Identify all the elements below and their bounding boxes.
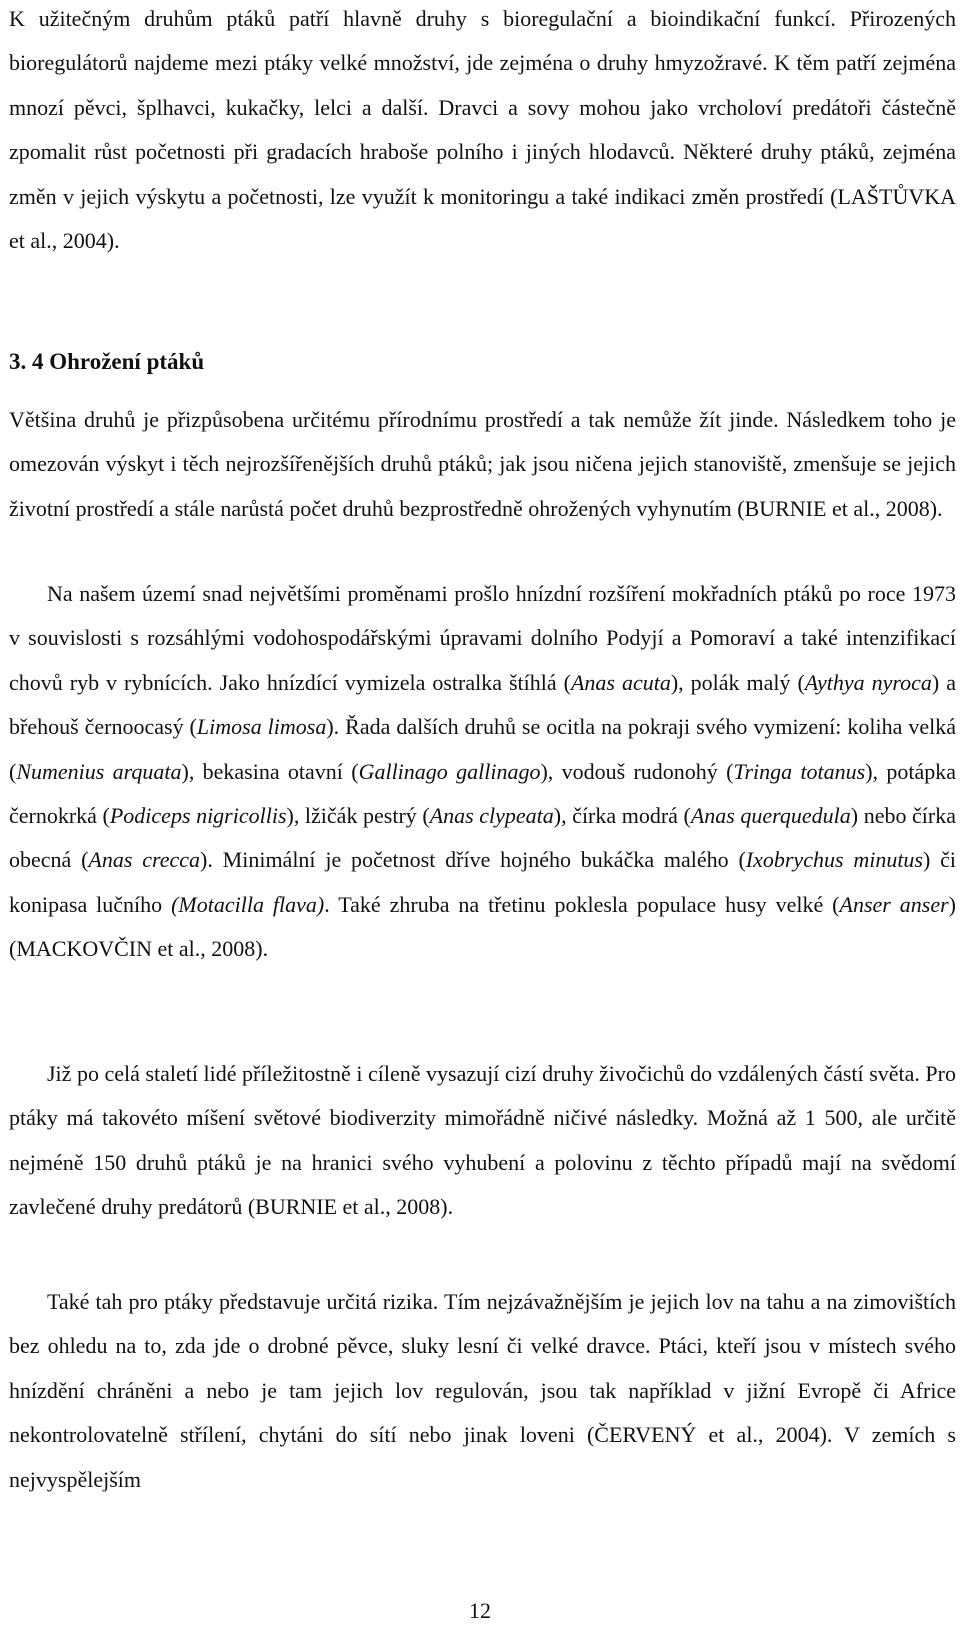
paragraph-bird-usefulness <box>9 0 956 263</box>
text-run: ), polák malý ( <box>670 669 805 695</box>
paragraph-habitat-threat <box>9 398 956 531</box>
italic-species-name: Limosa limosa <box>196 714 327 740</box>
text-run: ) a břehouš černoocasý ( <box>9 669 956 740</box>
text-run: ). Minimální je početnost dříve hojného bukáčka malého ( <box>200 847 746 873</box>
paragraph-wetland-birds <box>9 572 956 972</box>
italic-species-name: Anser anser <box>839 891 949 917</box>
text-run: ) (MACKOVČIN et al., 2008). <box>9 891 956 962</box>
italic-species-name: Anas clypeata <box>429 803 554 829</box>
italic-species-name: Anas crecca <box>88 847 201 873</box>
text-run: ), potápka černokrká ( <box>9 758 957 829</box>
italic-species-name: Anas acuta <box>570 669 671 695</box>
text-run: Již po celá staletí lidé příležitostně i cíleně vysazují cizí druhy živočichů do vzdálených částí světa. Pro ptáky má takovéto míšení světové biodiverzity mimořádně ničivé následky. Možná až 1 500, ale určitě nejméně 150 druhů ptáků je na hranici svého vyhubení a polovinu z těchto případů mají na svědomí zavlečené druhy predátorů (BURNIE et al., 2008). <box>9 1061 956 1220</box>
paragraph-migration-hunting <box>9 1280 956 1502</box>
section-heading: 3. 4 Ohrožení ptáků <box>9 349 205 374</box>
italic-species-name: Tringa totanus <box>733 758 866 784</box>
text-run: ). Řada dalších druhů se ocitla na pokraji svého vymizení: koliha velká ( <box>9 714 956 784</box>
italic-species-name: Gallinago gallinago <box>358 758 541 784</box>
text-run: ) nebo čírka obecná ( <box>9 803 957 873</box>
page-number: 12 <box>469 1598 491 1623</box>
text-run: K užitečným druhům ptáků patří hlavně druhy s bioregulační a bioindikační funkcí. Přirozených bioregulátorů najdeme mezi ptáky velké množství, jde zejména o druhy hmyzožravé. K těm patří zejména mnozí pěvci, šplhavci, kukačky, lelci a další. Dravci a sovy mohou jako vrcholoví predátoři částečně zpomalit růst početnosti při gradacích hraboše polního i jiných hlodavců. Některé druhy ptáků, zejména změn v jejich výskytu a početnosti, lze využít k monitoringu a také indikaci změn prostředí (LAŠTŮVKA et al., 2004). <box>9 6 956 254</box>
italic-species-name: Podiceps nigricollis <box>109 803 287 829</box>
text-run: Na našem území snad největšími proměnami prošlo hnízdní rozšíření mokřadních ptáků po roce 1973 v souvislosti s rozsáhlými vodohospodářskými úpravami dolního Podyjí a Pomoraví a také intenzifikací chovů ryb v rybnících. Jako hnízdící vymizela ostralka štíhlá ( <box>9 581 956 695</box>
italic-species-name: Anas querquedula <box>690 803 851 829</box>
italic-species-name: Aythya nyroca <box>804 669 932 695</box>
text-run: ), vodouš rudonohý ( <box>540 758 734 784</box>
text-run: ), čírka modrá ( <box>553 803 691 829</box>
text-run: ) či konipasa lučního <box>9 847 956 917</box>
text-run: ), lžičák pestrý ( <box>286 803 430 829</box>
text-run: Většina druhů je přizpůsobena určitému přírodnímu prostředí a tak nemůže žít jinde. Následkem toho je omezován výskyt i těch nejrozšířenějších druhů ptáků; jak jsou ničena jejich stanoviště, zmenšuje se jejich životní prostředí a stále narůstá počet druhů bezprostředně ohrožených vyhynutím (BURNIE et al., 2008). <box>9 407 956 521</box>
italic-species-name: Ixobrychus minutus <box>745 847 923 873</box>
text-run: ), bekasina otavní ( <box>181 758 359 784</box>
italic-species-name: (Motacilla flava) <box>171 891 325 917</box>
paragraph-introduced-species <box>9 1052 956 1230</box>
text-run: Také tah pro ptáky představuje určitá rizika. Tím nejzávažnějším je jejich lov na tahu a na zimovištích bez ohledu na to, zda jde o drobné pěvce, sluky lesní či velké dravce. Ptáci, kteří jsou v místech svého hnízdění chráněni a nebo je tam jejich lov regulován, jsou tak například v jižní Evropě či Africe nekontrolovatelně střílení, chytáni do sítí nebo jinak loveni (ČERVENÝ et al., 2004). V zemích s nejvyspělejším <box>9 1289 956 1492</box>
text-run: . Také zhruba na třetinu poklesla populace husy velké ( <box>324 891 840 917</box>
italic-species-name: Numenius arquata <box>16 758 182 784</box>
